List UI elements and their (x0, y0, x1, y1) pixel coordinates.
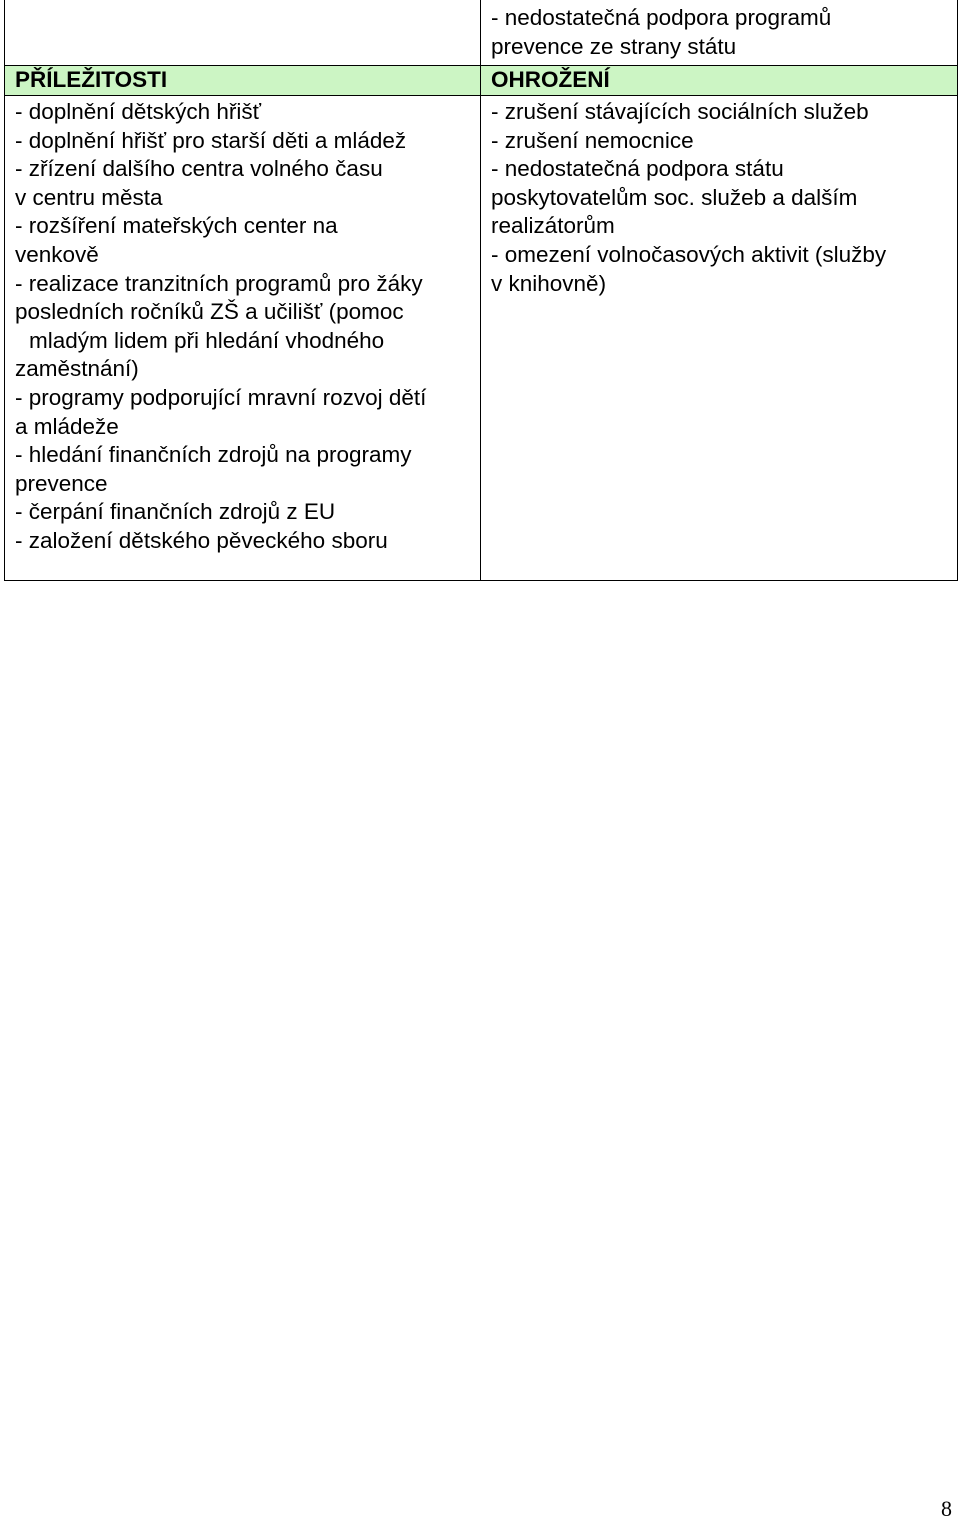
opportunity-line: prevence (15, 470, 108, 496)
page-number: 8 (941, 1496, 952, 1521)
continuation-cell-left (5, 0, 481, 66)
opportunity-line: - založení dětského pěveckého sboru (15, 527, 388, 553)
opportunity-line: mladým lidem při hledání vhodného (29, 327, 385, 353)
continuation-line: prevence ze strany státu (491, 33, 737, 59)
opportunity-line: - realizace tranzitních programů pro žáky (15, 270, 423, 296)
opportunity-line: - programy podporující mravní rozvoj dětí (15, 384, 427, 410)
opportunity-line: posledních ročníků ZŠ a učilišť (pomoc (15, 299, 404, 325)
threat-line: v knihovně) (491, 270, 607, 296)
opportunity-line: a mládeže (15, 413, 119, 439)
header-row (5, 66, 958, 96)
threat-line: - nedostatečná podpora státu (491, 156, 784, 182)
threats-heading: OHROŽENÍ (481, 66, 958, 96)
threat-line: - zrušení nemocnice (491, 127, 694, 153)
opportunity-line: - zřízení dalšího centra volného času (15, 156, 383, 182)
threat-line: - zrušení stávajících sociálních služeb (491, 99, 869, 124)
continuation-cell-right (481, 0, 958, 66)
continuation-line: - nedostatečná podpora programů (491, 5, 832, 30)
swot-table (4, 0, 958, 581)
opportunity-line: - rozšíření mateřských center na (15, 213, 338, 239)
threats-cell (481, 96, 958, 581)
opportunity-line: venkově (15, 241, 99, 267)
opportunity-line: - doplnění dětských hřišť (15, 99, 262, 124)
opportunity-line: - hledání finančních zdrojů na programy (15, 442, 412, 468)
threat-line: - omezení volnočasových aktivit (služby (491, 241, 887, 267)
threat-line: poskytovatelům soc. služeb a dalším (491, 184, 858, 210)
opportunities-cell (5, 96, 481, 581)
opportunity-line: zaměstnání) (15, 356, 139, 382)
opportunities-heading: PŘÍLEŽITOSTI (5, 66, 481, 96)
opportunity-line: - čerpání finančních zdrojů z EU (15, 499, 336, 525)
continuation-row (5, 0, 958, 66)
opportunity-line: v centru města (15, 184, 163, 210)
opportunity-line: - doplnění hřišť pro starší děti a mládež (15, 127, 407, 153)
threat-line: realizátorům (491, 213, 615, 239)
content-row (5, 96, 958, 581)
